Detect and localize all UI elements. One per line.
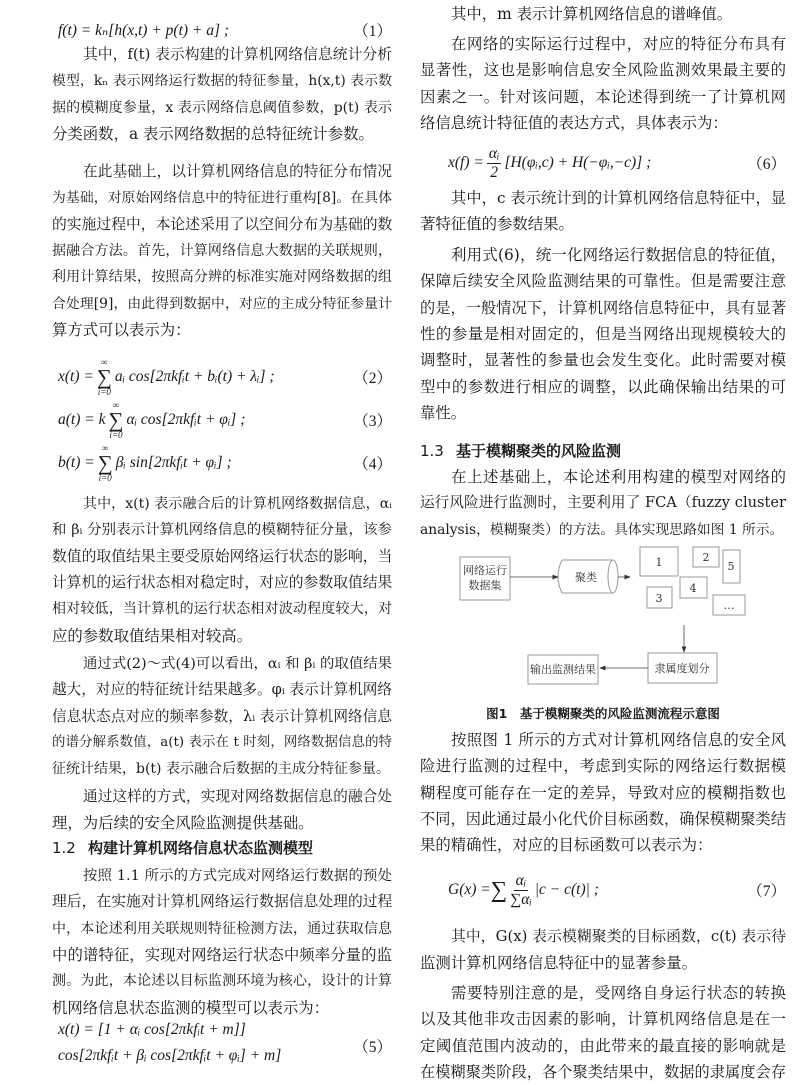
sum-upper: ∞: [101, 356, 108, 367]
numerator: αᵢ: [488, 145, 500, 163]
text-line: 定阈值范围内波动的，由此带来的最直接的影响就是: [420, 1036, 786, 1055]
text-line: 应的参数取值结果相对较高。: [52, 626, 253, 645]
numerator: αᵢ: [515, 872, 527, 890]
equation-7: [448, 866, 786, 914]
text-line: 靠性。: [420, 403, 467, 422]
text-line: 据融合方法。首先，计算网络信息大数据的关联规则，: [52, 242, 392, 259]
text-line: 越大，对应的特征统计结果越多。φᵢ 表示计算机网络: [52, 681, 392, 699]
text-line: 其中，m 表示计算机网络信息的谱峰值。: [451, 5, 733, 23]
text-line: 中，本论述利用关联规则特征检测方法，通过获取信息: [52, 920, 392, 937]
flowchart-diagram: [420, 540, 786, 700]
section-number: 1.3: [420, 442, 444, 460]
text-line: 相对较低，当计算机的运行状态相对波动程度较大，对: [52, 601, 392, 618]
text-line: 保障后续安全风险监测结果的可靠性。但是需要注意: [420, 272, 786, 291]
text-line: 机网络信息状态监测的模型可以表示为：: [52, 998, 330, 1017]
text-line: 算方式可以表示为：: [52, 320, 191, 339]
sigma: ∑: [97, 450, 113, 475]
sigma: ∑: [490, 877, 508, 902]
equation-lhs: x(t) =: [58, 368, 94, 385]
sum-upper: ∞: [112, 399, 120, 410]
equation-lhs: b(t) =: [58, 454, 95, 471]
text-line: 其中，G(x) 表示模糊聚类的目标函数，c(t) 表示待: [451, 928, 786, 945]
text-line: 分类函数，a 表示网络数据的总特征统计参数。: [52, 124, 374, 143]
equation-number: （4）: [353, 456, 392, 473]
text-line: 监测计算机网络信息特征中的显著参量。: [420, 954, 698, 973]
text-line: 的是，一般情况下，计算机网络信息特征中，具有显著: [420, 298, 786, 317]
text-line: 据的模糊度参量，x 表示网络信息阈值参数，p(t) 表示: [52, 99, 392, 116]
summation: [98, 444, 113, 483]
sigma: ∑: [96, 364, 112, 389]
membership-label: 隶属度划分: [654, 662, 710, 675]
text-line: 运行风险进行监测时，主要利用了 FCA（fuzzy cluster: [420, 494, 786, 512]
cluster-2-label: 2: [702, 551, 710, 564]
section-number: 1.2: [52, 839, 76, 857]
text-line: 著特征值的参数结果。: [420, 215, 574, 234]
equation-1: [58, 18, 392, 42]
text-line: 通过这样的方式，实现对网络数据信息的融合处: [83, 788, 392, 805]
text-line: 按照图 1 所示的方式对计算机网络信息的安全风: [451, 731, 786, 749]
dataset-label-line-2: 数据集: [468, 579, 502, 592]
text-line: 其中，f(t) 表示构建的计算机网络信息统计分析: [83, 46, 392, 63]
left-column: [52, 0, 392, 1081]
summation: [97, 358, 112, 397]
text-line: 计算机的运行状态相对稳定时，对应的参数取值结果: [52, 573, 393, 591]
equation-lhs: G(x) =: [448, 881, 491, 898]
text-line: 在网络的实际运行过程中，对应的特征分布具有: [451, 35, 786, 53]
fraction: [487, 145, 502, 180]
text-line: 的实施过程中，本论述采用了以空间分布为基础的数: [52, 215, 393, 233]
text-line: 理，为后续的安全风险监测提供基础。: [52, 814, 314, 833]
equation-rhs: αᵢ cos[2πkfᵢt + φᵢ] ;: [126, 411, 246, 428]
text-line: 利用式(6)，统一化网络运行数据信息的特征值，: [451, 246, 786, 264]
text-line: 和 βᵢ 分别表示计算机网络信息的模糊特征分量，该参: [52, 522, 392, 539]
sum-upper: ∞: [102, 442, 109, 453]
cluster-5-label: 5: [727, 560, 735, 573]
text-line: 模型，kₙ 表示网络运行数据的特征参量，h(x,t) 表示数: [52, 73, 392, 90]
text-line: 利用计算结果，按照高分辨的标准实施对网络数据的组: [52, 269, 392, 286]
text-line: 通过式(2)～式(4)可以看出，αᵢ 和 βᵢ 的取值结果: [83, 656, 392, 672]
equation-number: （1）: [353, 23, 392, 40]
text-line: 数值的取值结果主要受原始网络运行状态的影响，当: [52, 547, 393, 565]
text-line: 按照 1.1 所示的方式完成对网络运行数据的预处: [83, 868, 392, 884]
equation-3: [58, 400, 392, 440]
denominator: ∑αᵢ: [510, 890, 532, 908]
cluster-more-label: …: [723, 599, 735, 612]
text-line: 其中，c 表示统计到的计算机网络信息特征中，显: [451, 189, 786, 207]
text-line: 为基础，对原始网络信息中的特征进行重构[8]。在具体: [52, 190, 392, 207]
summation: [108, 401, 123, 440]
text-line: 不同，因此通过最小化代价目标函数，确保模糊聚类结: [420, 809, 786, 828]
text-line: 在上述基础上，本论述利用构建的模型对网络的: [451, 468, 786, 486]
text-line: 络信息统计特征值的表达方式，具体表示为：: [420, 113, 728, 132]
sum-lower: i=0: [109, 429, 123, 440]
text-line: 其中，x(t) 表示融合后的计算机网络数据信息，αᵢ: [83, 496, 392, 512]
equation-number: （5）: [353, 1039, 392, 1056]
text-line: 中的谱特征，实现对网络运行状态中频率分量的监: [52, 945, 392, 964]
equation-number: （6）: [747, 156, 786, 173]
cluster-1-label: 1: [655, 556, 663, 569]
equation-5: [58, 1021, 392, 1071]
denominator: 2: [490, 163, 499, 181]
equation-2: [58, 357, 392, 397]
figure-1-flowchart: [420, 540, 786, 730]
equation-number: （2）: [353, 370, 392, 387]
section-title: 基于模糊聚类的风险监测: [456, 442, 622, 460]
output-label: 输出监测结果: [530, 663, 596, 676]
cluster-3-label: 3: [655, 592, 663, 605]
equation-1-expr: f(t) = kₙ[h(x,t) + p(t) + a] ;: [58, 21, 230, 39]
equation-6: [448, 143, 786, 183]
fraction: [510, 872, 532, 907]
cluster-label: 聚类: [575, 571, 597, 584]
cluster-4-label: 4: [689, 582, 697, 595]
text-line: 性的参量是相对固定的，但是当网络出现规模较大的: [420, 324, 786, 343]
equation-number: （3）: [353, 413, 392, 430]
text-line: 糊程度可能存在一定的差异，导致对应的模糊指数也: [420, 783, 786, 802]
equation-rhs: [H(φᵢ,c) + H(−φᵢ,−c)] ;: [504, 154, 652, 171]
text-line: 在模糊聚类阶段，各个聚类结果中，数据的隶属度会存: [420, 1062, 786, 1081]
text-line: 合处理[9]，由此得到数据中，对应的主成分特征参量计: [52, 295, 392, 312]
equation-rhs: βᵢ sin[2πkfᵢt + φᵢ] ;: [115, 454, 232, 471]
equation-5-line-2: cos[2πkfᵢt + βᵢ cos[2πkfᵢt + φᵢ] + m]: [58, 1047, 282, 1064]
sigma: ∑: [108, 407, 124, 432]
equation-rhs: |c − c(t)| ;: [534, 881, 599, 898]
text-line: 险进行监测的过程中，考虑到实际的网络运行数据模: [420, 757, 786, 776]
text-line: 调整时，显著性的参量也会发生变化。此时需要对模: [420, 351, 786, 370]
text-line: 需要特别注意的是，受网络自身运行状态的转换: [451, 984, 786, 1002]
equation-5-line-1: x(t) = [1 + αᵢ cos[2πkfᵢt + m]]: [58, 1021, 246, 1038]
figure-caption: 图1 基于模糊聚类的风险监测流程示意图: [486, 706, 720, 721]
section-heading-1-3: [420, 438, 621, 464]
text-line: 征统计结果，b(t) 表示融合后数据的主成分特征参量。: [52, 761, 390, 778]
text-line: 因素之一。针对该问题，本论述得到统一了计算机网: [420, 87, 786, 106]
text-line: 在此基础上，以计算机网络信息的特征分布情况: [83, 163, 392, 180]
dataset-label-line-1: 网络运行: [463, 564, 507, 577]
text-line: 型中的参数进行相应的调整，以此确保输出结果的可: [420, 377, 786, 396]
text-line: 的谱分解系数值，a(t) 表示在 t 时刻，网络数据信息的特: [52, 734, 392, 750]
text-line: 以及其他非攻击因素的影响，计算机网络信息是在一: [420, 1010, 786, 1029]
text-line: analysis，模糊聚类）的方法。具体实现思路如图 1 所示。: [420, 521, 784, 538]
text-line: 测。为此，本论述以目标监测环境为核心，设计的计算: [52, 973, 392, 990]
equation-4: [58, 443, 392, 483]
text-line: 果的精确性，对应的目标函数可以表示为：: [420, 836, 713, 855]
equation-number: （7）: [747, 883, 786, 900]
sum-lower: i=0: [98, 472, 112, 483]
section-title: 构建计算机网络信息状态监测模型: [88, 839, 314, 857]
equation-lhs: a(t) = k: [58, 411, 106, 428]
equation-lhs: x(f) =: [448, 154, 484, 171]
text-line: 信息状态点对应的频率参数，λᵢ 表示计算机网络信息: [52, 707, 392, 725]
sum-lower: i=0: [97, 386, 111, 397]
equation-rhs: aᵢ cos[2πkfᵢt + bᵢ(t) + λᵢ] ;: [114, 368, 275, 385]
text-line: 理后，在实施对计算机网络运行数据信息处理的过程: [52, 893, 393, 911]
text-line: 显著性，这也是影响信息安全风险监测效果最主要的: [420, 61, 786, 80]
section-heading-1-2: [52, 835, 313, 861]
